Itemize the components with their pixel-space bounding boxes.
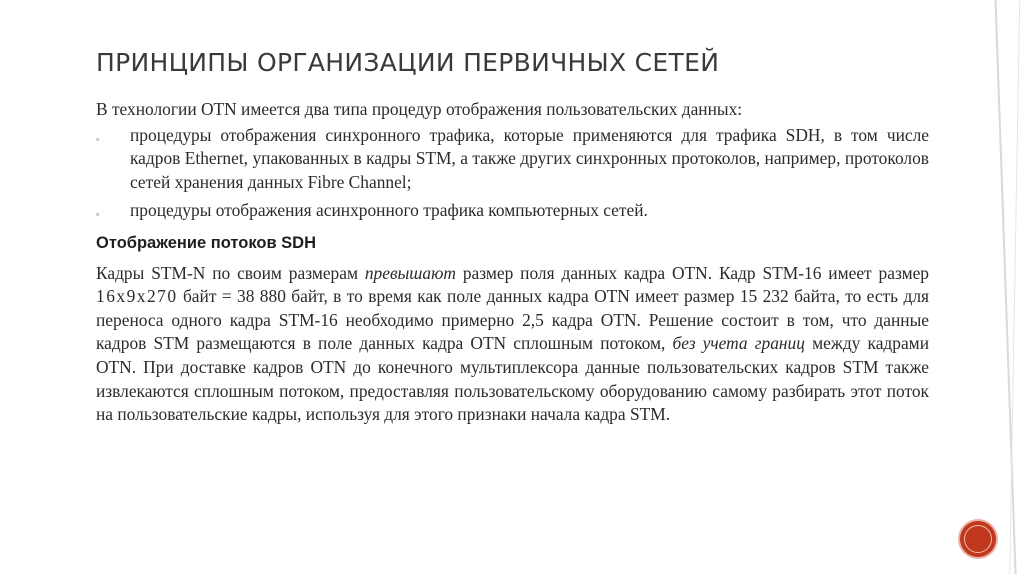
circle-icon	[964, 525, 992, 553]
list-item-text: процедуры отображения синхронного трафика, которые применяются для трафика SDH, в том числе кадров Ethernet, упакованных в кадры STM, а также других синхронных протоколов, например, протоколов сетей хранения данных Fibre Channel;	[130, 124, 929, 192]
frame-dimensions: 16x9x270	[96, 286, 178, 307]
section-heading: Отображение потоков SDH	[96, 233, 317, 252]
slide-title: ПРИНЦИПЫ ОРГАНИЗАЦИИ ПЕРВИЧНЫХ СЕТЕЙ	[96, 48, 720, 77]
emphasis-text: превышают	[364, 262, 456, 283]
emphasis-text: без учета границ	[672, 333, 805, 354]
intro-text: В технологии OTN имеется два типа процедур отображения пользовательских данных:	[96, 99, 743, 119]
list-item	[96, 199, 929, 227]
bullet-icon: ▫	[96, 133, 100, 144]
bullet-icon: ▫	[96, 209, 100, 220]
paragraph-text: между кадрами OTN. При доставке кадров OTN до конечного мультиплексора данные пользовательских кадров STM также извлекаются сплошным потоком, предоставляя пользовательскому оборудованию самому разбирать этот поток на пользовательские кадры, используя для этого признаки начала кадра STM.	[96, 333, 929, 425]
list-item-text: процедуры отображения асинхронного трафика компьютерных сетей.	[130, 200, 648, 221]
list-item	[96, 124, 929, 195]
body-paragraph	[96, 262, 929, 427]
paragraph-text: Кадры STM-N по своим размерам	[96, 262, 365, 283]
paragraph-text: байт = 38 880 байт, в то время как поле данных кадра OTN имеет размер 15 232 байта, то есть для переноса одного кадра STM-16 необходимо примерно 2,5 кадра OTN. Решение состоит в том, что данные кадров STM размещаются в поле данных кадра OTN сплошным потоком,	[96, 286, 929, 354]
next-slide-button[interactable]	[960, 521, 996, 557]
paragraph-text: размер поля данных кадра OTN. Кадр STM-16 имеет размер	[455, 262, 929, 283]
slide-content	[96, 98, 929, 427]
decorative-line	[1009, 0, 1021, 574]
